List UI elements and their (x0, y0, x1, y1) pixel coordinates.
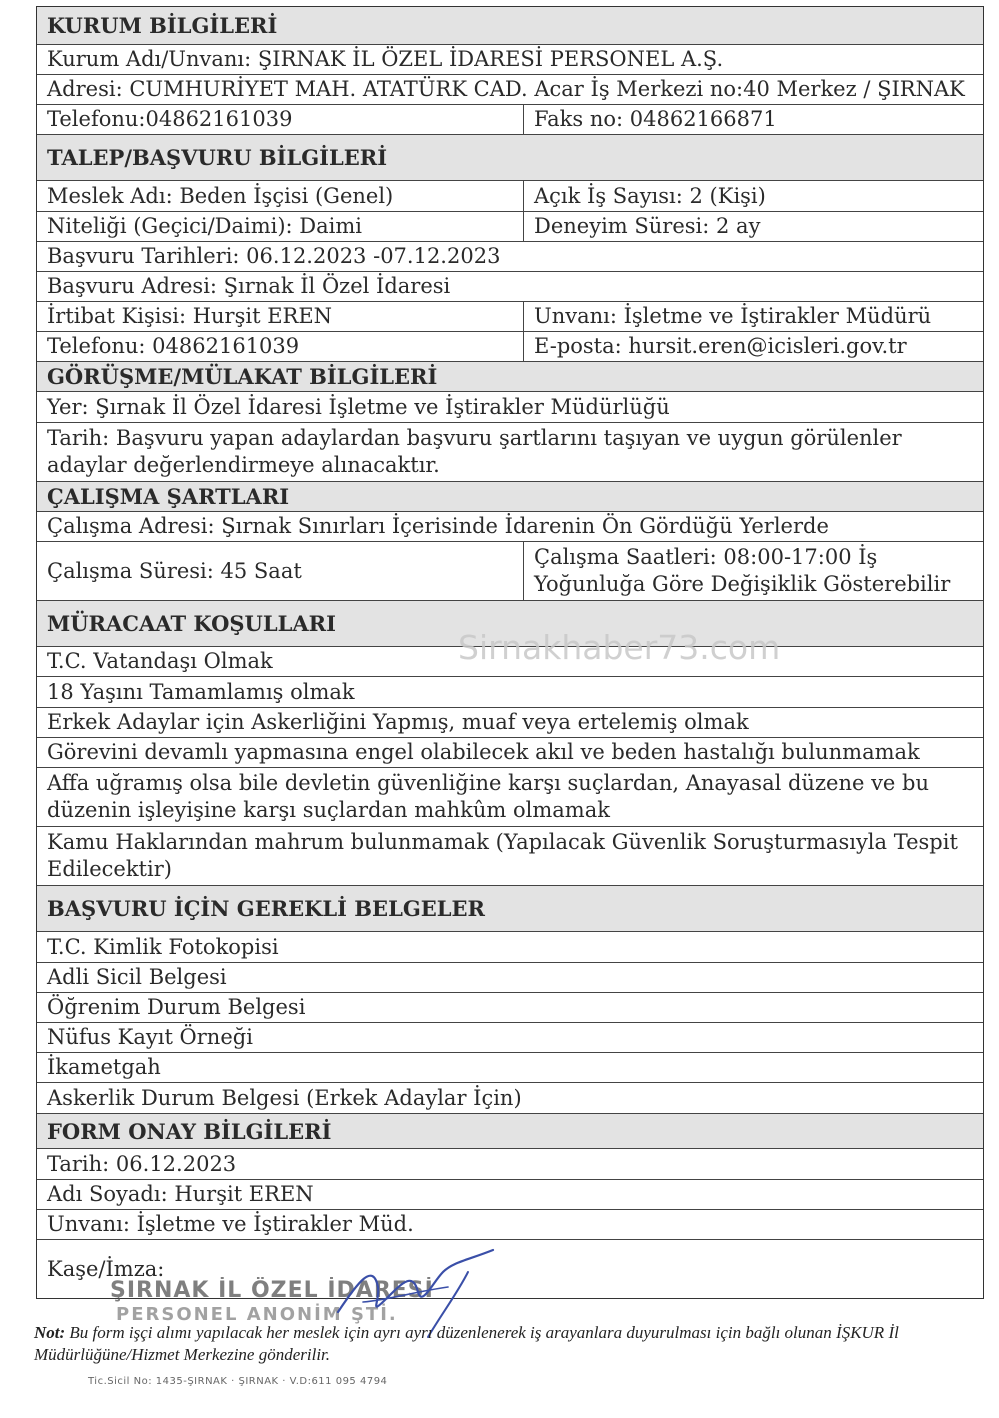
talep-eposta: E-posta: hursit.eren@icisleri.gov.tr (534, 334, 907, 358)
talep-niteligi: Niteliği (Geçici/Daimi): Daimi (37, 212, 524, 241)
muracaat-item: T.C. Vatandaşı Olmak (47, 649, 273, 673)
calisma-saatler: Çalışma Saatleri: 08:00-17:00 İş Yoğunluğa Göre Değişiklik Gösterebilir (534, 545, 951, 596)
kurum-adres: Adresi: CUMHURİYET MAH. ATATÜRK CAD. Acar İş Merkezi no:40 Merkez / ŞIRNAK (47, 77, 965, 101)
muracaat-item: 18 Yaşını Tamamlamış olmak (47, 679, 355, 704)
kurum-telefon: Telefonu:04862161039 (37, 105, 524, 134)
muracaat-header: MÜRACAAT KOŞULLARI (47, 611, 336, 636)
belge-item: Askerlik Durum Belgesi (Erkek Adaylar İçin) (47, 1085, 522, 1110)
calisma-adres: Çalışma Adresi: Şırnak Sınırları İçerisinde İdarenin Ön Gördüğü Yerlerde (47, 514, 829, 538)
section-header-kurum (37, 7, 983, 45)
onay-header: FORM ONAY BİLGİLERİ (47, 1118, 332, 1144)
talep-unvan: Unvanı: İşletme ve İştirakler Müdürü (534, 304, 932, 328)
belge-item: Adli Sicil Belgesi (47, 965, 227, 989)
belgeler-header: BAŞVURU İÇİN GEREKLİ BELGELER (47, 896, 485, 921)
belge-item: Öğrenim Durum Belgesi (47, 995, 306, 1019)
kurum-header: KURUM BİLGİLERİ (47, 13, 278, 38)
onay-kase: Kaşe/İmza: (47, 1256, 165, 1281)
kurum-adi: Kurum Adı/Unvanı: ŞIRNAK İL ÖZEL İDARESİ PERSONEL A.Ş. (47, 47, 724, 71)
talep-adres: Başvuru Adresi: Şırnak İl Özel İdaresi (47, 274, 451, 298)
talep-acik-is: Açık İş Sayısı: 2 (Kişi) (534, 183, 766, 208)
onay-adi: Adı Soyadı: Hurşit EREN (47, 1182, 314, 1206)
muracaat-item: Kamu Haklarından mahrum bulunmamak (Yapılacak Güvenlik Soruşturmasıyla Tespit Edilecektir) (47, 830, 958, 881)
talep-telefon: Telefonu: 04862161039 (37, 332, 524, 361)
talep-tarihler: Başvuru Tarihleri: 06.12.2023 -07.12.2023 (47, 244, 501, 268)
footer-note (34, 1322, 984, 1366)
section-header-calisma (37, 482, 983, 512)
section-header-gorusme (37, 362, 983, 392)
belge-item: T.C. Kimlik Fotokopisi (47, 934, 279, 959)
note-text: Bu form işçi alımı yapılacak her meslek için ayrı ayrı düzenlenerek iş arayanlara duyurulması için bağlı olunan İŞKUR İl Müdürlüğüne/Hizmet Merkezine gönderilir. (34, 1323, 899, 1364)
talep-meslek: Meslek Adı: Beden İşçisi (Genel) (37, 181, 524, 211)
gorusme-yer: Yer: Şırnak İl Özel İdaresi İşletme ve İştirakler Müdürlüğü (47, 394, 670, 419)
company-stamp-subtitle: PERSONEL ANONİM ŞTİ. (116, 1304, 398, 1325)
onay-tarih: Tarih: 06.12.2023 (47, 1151, 237, 1176)
muracaat-item: Erkek Adaylar için Askerliğini Yapmış, muaf veya ertelemiş olmak (47, 710, 749, 734)
kurum-faks: Faks no: 04862166871 (534, 107, 777, 131)
section-header-talep (37, 135, 983, 181)
talep-header: TALEP/BAŞVURU BİLGİLERİ (47, 145, 388, 170)
note-label: Not: (34, 1323, 66, 1342)
belge-item: Nüfus Kayıt Örneği (47, 1025, 253, 1049)
section-header-onay (37, 1114, 983, 1149)
muracaat-item: Görevini devamlı yapmasına engel olabilecek akıl ve beden hastalığı bulunmamak (47, 740, 920, 764)
calisma-sure: Çalışma Süresi: 45 Saat (37, 542, 524, 600)
watermark: Sirnakhaber73.com (458, 628, 781, 667)
calisma-header: ÇALIŞMA ŞARTLARI (47, 484, 290, 509)
gorusme-tarih: Tarih: Başvuru yapan adaylardan başvuru şartlarını taşıyan ve uygun görülenler adaylar değerlendirmeye alınacaktır. (47, 426, 902, 477)
muracaat-item: Affa uğramış olsa bile devletin güvenliğine karşı suçlardan, Anayasal düzene ve bu düzenin işleyişine karşı suçlardan mahkûm olmamak (47, 771, 929, 822)
gorusme-header: GÖRÜŞME/MÜLAKAT BİLGİLERİ (47, 364, 438, 389)
company-stamp-title: ŞIRNAK İL ÖZEL İDARESİ (110, 1278, 434, 1303)
talep-irtibat: İrtibat Kişisi: Hurşit EREN (37, 302, 524, 331)
belge-item: İkametgah (47, 1055, 161, 1079)
company-stamp-registry: Tic.Sicil No: 1435-ŞIRNAK · ŞIRNAK · V.D:611 095 4794 (88, 1376, 388, 1387)
onay-unvan: Unvanı: İşletme ve İştirakler Müd. (47, 1212, 414, 1236)
talep-deneyim: Deneyim Süresi: 2 ay (534, 214, 761, 238)
section-header-belgeler (37, 886, 983, 932)
